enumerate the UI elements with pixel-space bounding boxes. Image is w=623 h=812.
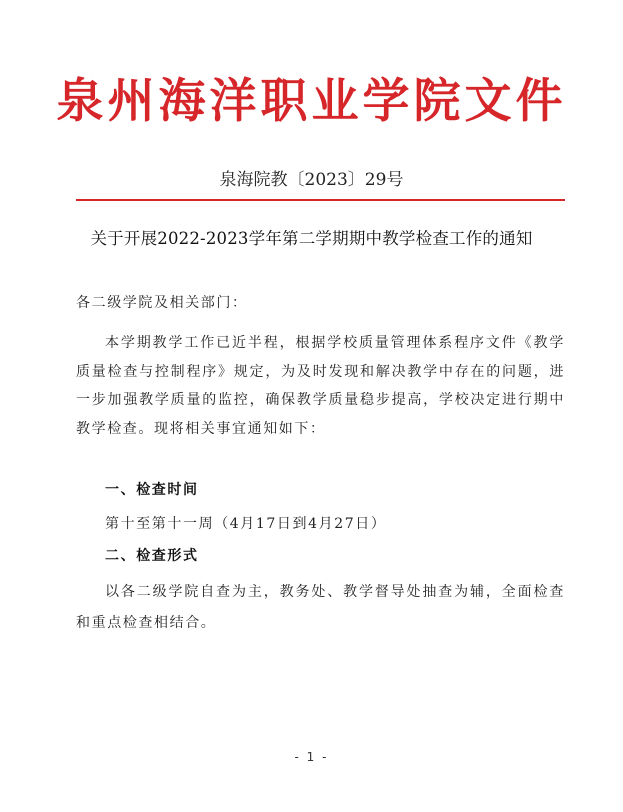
document-header-title: 泉州海洋职业学院文件 — [56, 74, 567, 129]
intro-paragraph: 本学期教学工作已近半程，根据学校质量管理体系程序文件《教学质量检查与控制程序》规定，为及时发现和解决教学中存在的问题，进一步加强教学质量的监控，确保教学质量稳步提高，学校决定进行期中教学检查。现将相关事宜通知如下： — [76, 335, 565, 437]
notice-title: 关于开展2022-2023学年第二学期期中教学检查工作的通知 — [90, 229, 533, 248]
section-body-inspection-form: 以各二级学院自查为主，教务处、教学督导处抽查为辅，全面检查和重点检查相结合。 — [76, 584, 565, 631]
section-heading-inspection-time: 一、检查时间 — [105, 482, 199, 498]
document-number: 泉海院教〔2023〕29号 — [219, 170, 404, 190]
page-number: - 1 - — [294, 750, 329, 764]
section-heading-inspection-form: 二、检查形式 — [105, 548, 199, 564]
addressee: 各二级学院及相关部门： — [76, 295, 248, 311]
red-divider-line — [76, 199, 565, 201]
section-body-inspection-time: 第十至第十一周（4月17日到4月27日） — [105, 516, 387, 532]
